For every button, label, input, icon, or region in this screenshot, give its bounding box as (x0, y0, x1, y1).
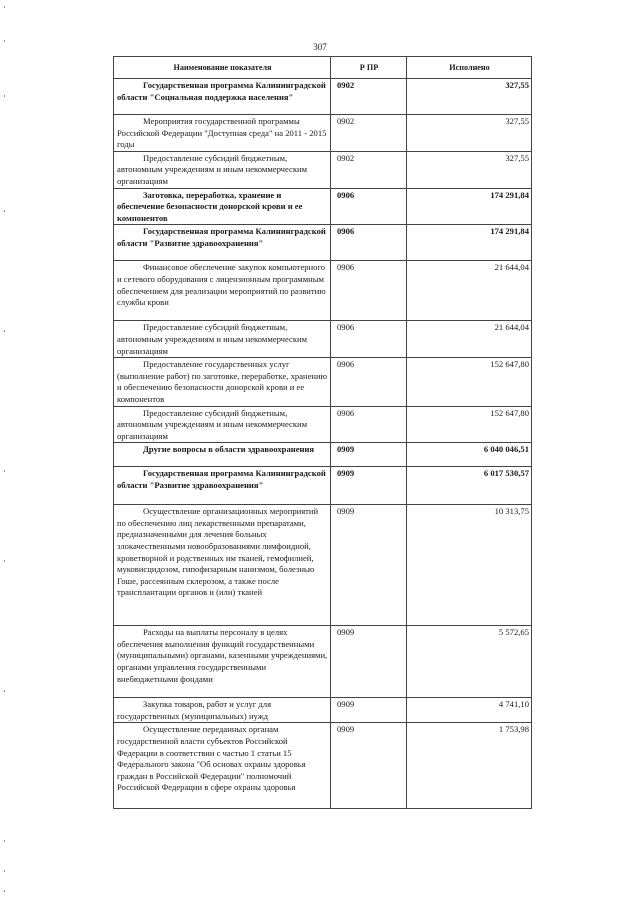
row-name-text: Предоставление субсидий бюджетным, автономным учреждениям и иным некоммерческим организациям (117, 322, 308, 356)
header-section-code: Р ПР (331, 57, 407, 79)
row-indicator-name (114, 321, 331, 358)
row-executed-value: 6 040 046,51 (407, 443, 532, 467)
row-executed-value: 21 644,04 (407, 321, 532, 358)
row-executed-value: 174 291,84 (407, 225, 532, 261)
row-indicator-name (114, 723, 331, 809)
row-section-code: 0906 (331, 321, 407, 358)
row-indicator-name (114, 626, 331, 698)
row-executed-value: 6 017 530,57 (407, 467, 532, 505)
row-section-code: 0906 (331, 188, 407, 225)
row-name-text: Другие вопросы в области здравоохранения (143, 444, 315, 455)
table-row (114, 698, 532, 723)
row-indicator-name (114, 698, 331, 723)
table-row (114, 321, 532, 358)
row-name-text: Закупка товаров, работ и услуг для государственных (муниципальных) нужд (117, 699, 272, 721)
row-indicator-name (114, 151, 331, 188)
row-indicator-name (114, 188, 331, 225)
row-name-text: Предоставление субсидий бюджетным, автономным учреждениям и иным некоммерческим организациям (117, 152, 308, 186)
row-indicator-name (114, 358, 331, 406)
table-row (114, 626, 532, 698)
row-executed-value: 152 647,80 (407, 358, 532, 406)
row-name-text: Государственная программа Калининградской области "Развитие здравоохранения" (117, 226, 326, 248)
row-name-text: Государственная программа Калининградской области "Развитие здравоохранения" (117, 468, 326, 490)
row-executed-value: 10 313,75 (407, 505, 532, 626)
row-name-text: Мероприятия государственной программы Российской Федерации "Доступная среда" на 2011 - 2015 годы (117, 116, 327, 150)
row-name-text: Расходы на выплаты персоналу в целях обеспечения выполнения функций государственными (муниципальными) органами, казенными учреждениями, органами управления государственными внебюджетными фондами (117, 627, 328, 684)
row-section-code: 0909 (331, 723, 407, 809)
row-name-text: Осуществление организационных мероприятий по обеспечению лиц лекарственными препаратами, предназначенными для лечения больных злокачественными новообразованиями лимфоидной, кроветворной и родственных им тканей, гемофилией, муковисцидозом, гипофизарным нанизмом, болезнью Гоше, рассеянным склерозом, а также после трансплантации органов и (или) тканей (117, 506, 319, 598)
table-body (114, 79, 532, 809)
scan-mark (4, 840, 5, 842)
table-row (114, 406, 532, 443)
scan-mark (4, 6, 5, 8)
row-executed-value: 327,55 (407, 115, 532, 152)
scan-mark (4, 690, 5, 692)
table-row (114, 188, 532, 225)
row-section-code: 0909 (331, 505, 407, 626)
page-number: 307 (313, 42, 327, 52)
row-section-code: 0902 (331, 79, 407, 115)
row-name-text: Предоставление субсидий бюджетным, автономным учреждениям и иным некоммерческим организациям (117, 407, 308, 441)
row-indicator-name (114, 505, 331, 626)
table-row (114, 505, 532, 626)
table-header-row (114, 57, 532, 79)
row-name-text: Предоставление государственных услуг (выполнение работ) по заготовке, переработке, хранению и обеспечению безопасности донорской крови и ее компонентов (117, 359, 328, 404)
budget-execution-table (113, 56, 532, 809)
scan-mark (4, 330, 5, 332)
row-section-code: 0909 (331, 698, 407, 723)
table-row (114, 443, 532, 467)
row-executed-value: 1 753,98 (407, 723, 532, 809)
row-indicator-name (114, 79, 331, 115)
table-row (114, 79, 532, 115)
row-executed-value: 152 647,80 (407, 406, 532, 443)
table-row (114, 151, 532, 188)
scan-mark (4, 470, 5, 472)
scan-edge-marks (4, 0, 6, 905)
row-executed-value: 21 644,04 (407, 261, 532, 321)
row-section-code: 0906 (331, 406, 407, 443)
row-executed-value: 327,55 (407, 79, 532, 115)
table-row (114, 225, 532, 261)
budget-table-container (113, 56, 531, 809)
table-row (114, 723, 532, 809)
row-section-code: 0909 (331, 626, 407, 698)
row-section-code: 0902 (331, 115, 407, 152)
row-indicator-name (114, 115, 331, 152)
row-indicator-name (114, 225, 331, 261)
table-row (114, 467, 532, 505)
scan-mark (4, 890, 5, 892)
row-executed-value: 327,55 (407, 151, 532, 188)
scan-mark (4, 210, 5, 212)
row-indicator-name (114, 467, 331, 505)
row-executed-value: 174 291,84 (407, 188, 532, 225)
row-indicator-name (114, 261, 331, 321)
row-section-code: 0906 (331, 358, 407, 406)
row-name-text: Государственная программа Калининградской области "Социальная поддержка населения" (117, 80, 326, 102)
row-section-code: 0906 (331, 225, 407, 261)
row-section-code: 0909 (331, 443, 407, 467)
table-row (114, 261, 532, 321)
row-indicator-name (114, 406, 331, 443)
row-executed-value: 5 572,65 (407, 626, 532, 698)
table-row (114, 115, 532, 152)
row-section-code: 0902 (331, 151, 407, 188)
header-indicator-name: Наименование показателя (114, 57, 331, 79)
row-name-text: Финансовое обеспечение закупок компьютерного и сетевого оборудования с лицензионным программным обеспечением для реализации мероприятий по развитию службы крови (117, 262, 326, 308)
row-name-text: Осуществление переданных органам государственной власти субъектов Российской Федерации в соответствии с частью 1 статьи 15 Федерального закона "Об основах охраны здоровья граждан в Российской Федерации" полномочий Российской Федерации в сфере охраны здоровья (117, 724, 306, 793)
scan-mark (4, 870, 5, 872)
row-section-code: 0909 (331, 467, 407, 505)
scan-mark (4, 560, 5, 562)
row-indicator-name (114, 443, 331, 467)
row-executed-value: 4 741,10 (407, 698, 532, 723)
header-executed: Исполнено (407, 57, 532, 79)
table-row (114, 358, 532, 406)
scan-mark (4, 95, 5, 97)
row-name-text: Заготовка, переработка, хранение и обеспечение безопасности донорской крови и ее компонентов (117, 189, 303, 223)
row-section-code: 0906 (331, 261, 407, 321)
